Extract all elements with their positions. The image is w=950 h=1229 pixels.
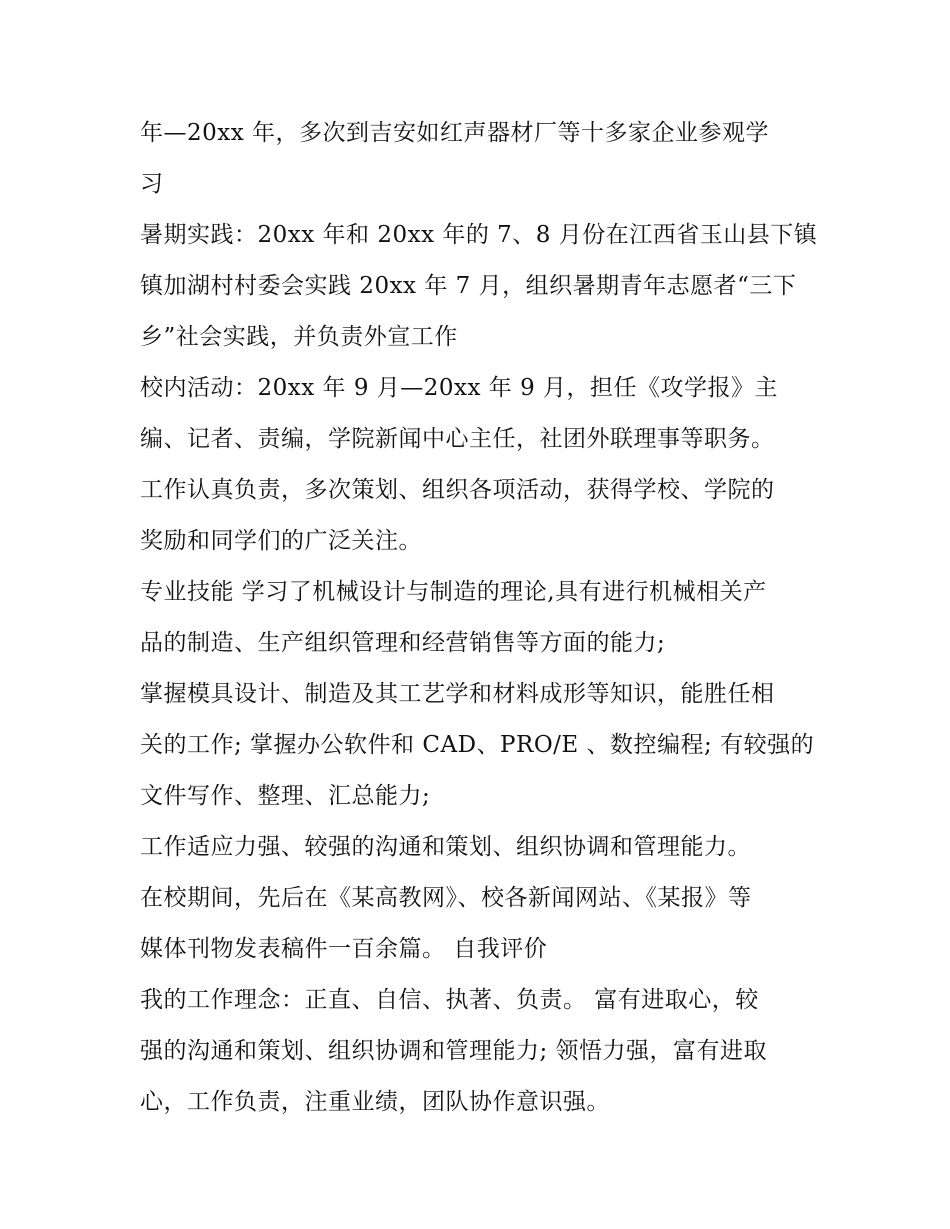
text-line: 工作适应力强、较强的沟通和策划、组织协调和管理能力。 <box>140 834 751 860</box>
text-line: 媒体刊物发表稿件一百余篇。 自我评价 <box>140 936 548 962</box>
text-line: 我的工作理念：正直、自信、执著、负责。 富有进取心，较 <box>140 987 759 1013</box>
text-line: 品的制造、生产组织管理和经营销售等方面的能力; <box>140 630 666 656</box>
text-line: 强的沟通和策划、组织协调和管理能力; 领悟力强，富有进取 <box>140 1038 768 1064</box>
text-line: 奖励和同学们的广泛关注。 <box>140 528 422 554</box>
text-line: 专业技能 学习了机械设计与制造的理论,具有进行机械相关产 <box>140 579 767 605</box>
text-line: 编、记者、责编，学院新闻中心主任，社团外联理事等职务。 <box>140 426 775 452</box>
text-line: 心，工作负责，注重业绩，团队协作意识强。 <box>140 1089 610 1115</box>
text-line: 暑期实践：20xx 年和 20xx 年的 7、8 月份在江西省玉山县下镇 <box>140 222 818 248</box>
text-line: 年—20xx 年，多次到吉安如红声器材厂等十多家企业参观学 <box>140 120 770 146</box>
text-line: 习 <box>140 171 164 197</box>
text-line: 文件写作、整理、汇总能力; <box>140 783 431 809</box>
document-body <box>140 108 830 1128</box>
text-line: 关的工作; 掌握办公软件和 CAD、PRO/E 、数控编程; 有较强的 <box>140 732 815 758</box>
text-line: 镇加湖村村委会实践 20xx 年 7 月，组织暑期青年志愿者“三下 <box>140 273 797 299</box>
text-line: 在校期间，先后在《某高教网》、校各新闻网站、《某报》等 <box>140 885 752 911</box>
text-line: 校内活动：20xx 年 9 月—20xx 年 9 月，担任《攻学报》主 <box>140 375 779 401</box>
text-line: 乡”社会实践，并负责外宣工作 <box>140 324 458 350</box>
text-line: 掌握模具设计、制造及其工艺学和材料成形等知识，能胜任相 <box>140 681 775 707</box>
text-line: 工作认真负责，多次策划、组织各项活动，获得学校、学院的 <box>140 477 775 503</box>
